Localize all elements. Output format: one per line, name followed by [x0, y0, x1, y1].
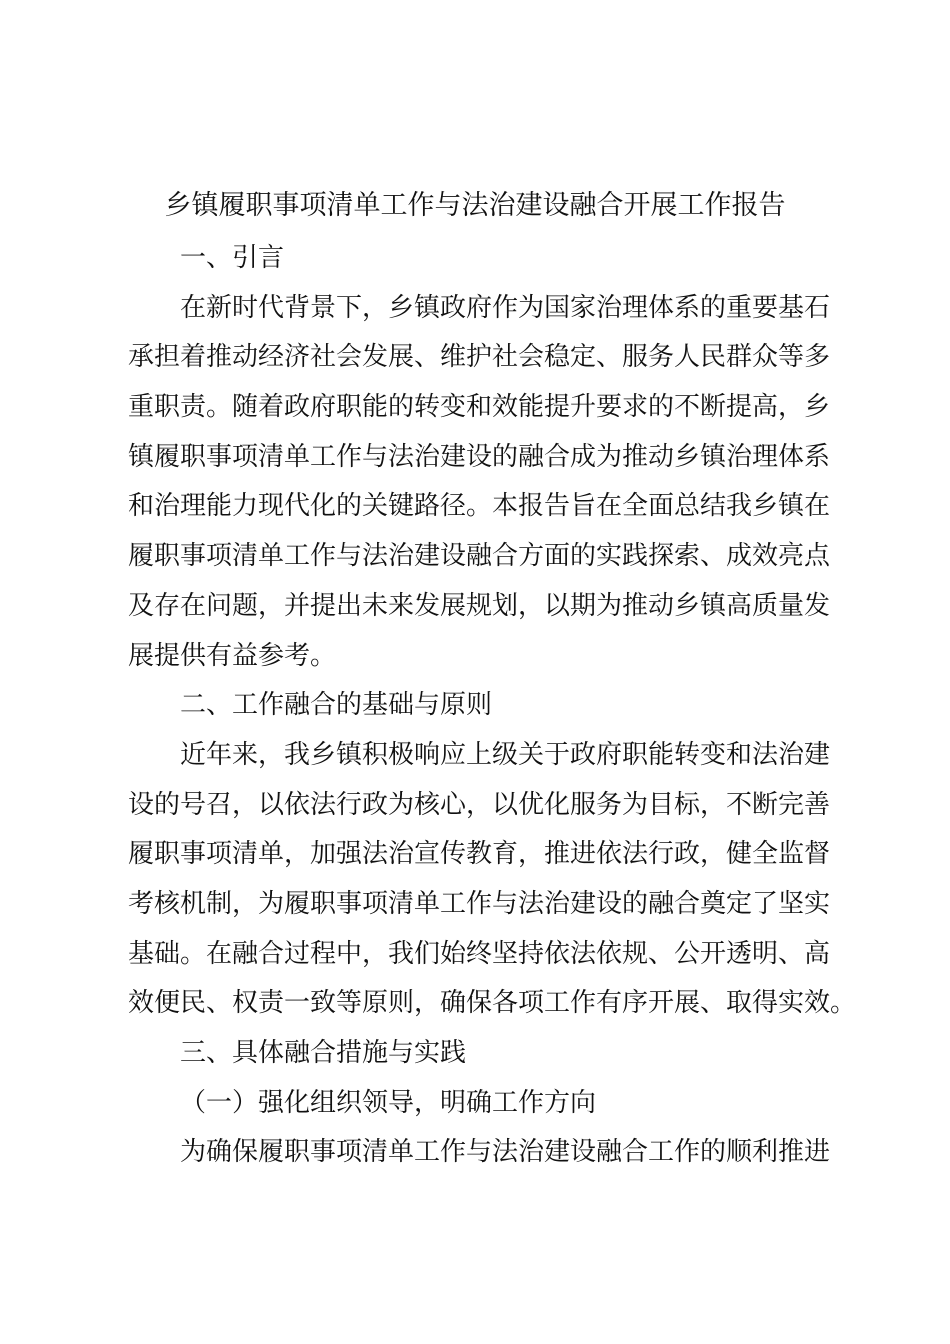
text-line: 三、具体融合措施与实践 — [180, 1038, 467, 1068]
document-body — [128, 234, 857, 1178]
text-line: 重职责。随着政府职能的转变和效能提升要求的不断提高，乡 — [128, 392, 831, 423]
text-line: 及存在问题，并提出未来发展规划，以期为推动乡镇高质量发 — [128, 590, 831, 621]
text-line: 二、工作融合的基础与原则 — [180, 690, 493, 721]
text-line: 在新时代背景下，乡镇政府作为国家治理体系的重要基石 — [180, 292, 831, 323]
text-line: 履职事项清单工作与法治建设融合方面的实践探索、成效亮点 — [128, 541, 831, 572]
text-line: 镇履职事项清单工作与法治建设的融合成为推动乡镇治理体系 — [128, 441, 831, 472]
text-line: 考核机制，为履职事项清单工作与法治建设的融合奠定了坚实 — [128, 888, 831, 919]
text-line: 效便民、权责一致等原则，确保各项工作有序开展、取得实效。 — [128, 988, 857, 1019]
text-line: 履职事项清单，加强法治宣传教育，推进依法行政，健全监督 — [128, 839, 831, 870]
text-line: 设的号召，以依法行政为核心，以优化服务为目标，不断完善 — [128, 789, 831, 820]
text-line: 承担着推动经济社会发展、维护社会稳定、服务人民群众等多 — [128, 342, 831, 373]
text-line: 近年来，我乡镇积极响应上级关于政府职能转变和法治建 — [180, 739, 831, 770]
text-line: 和治理能力现代化的关键路径。本报告旨在全面总结我乡镇在 — [128, 491, 831, 522]
text-line: 为确保履职事项清单工作与法治建设融合工作的顺利推进 — [180, 1137, 831, 1168]
text-line: 一、引言 — [180, 243, 285, 273]
text-line: （一）强化组织领导，明确工作方向 — [180, 1087, 597, 1118]
document-title: 乡镇履职事项清单工作与法治建设融合开展工作报告 — [164, 190, 786, 221]
text-line: 展提供有益参考。 — [128, 640, 337, 671]
text-line: 基础。在融合过程中，我们始终坚持依法依规、公开透明、高 — [128, 938, 831, 969]
